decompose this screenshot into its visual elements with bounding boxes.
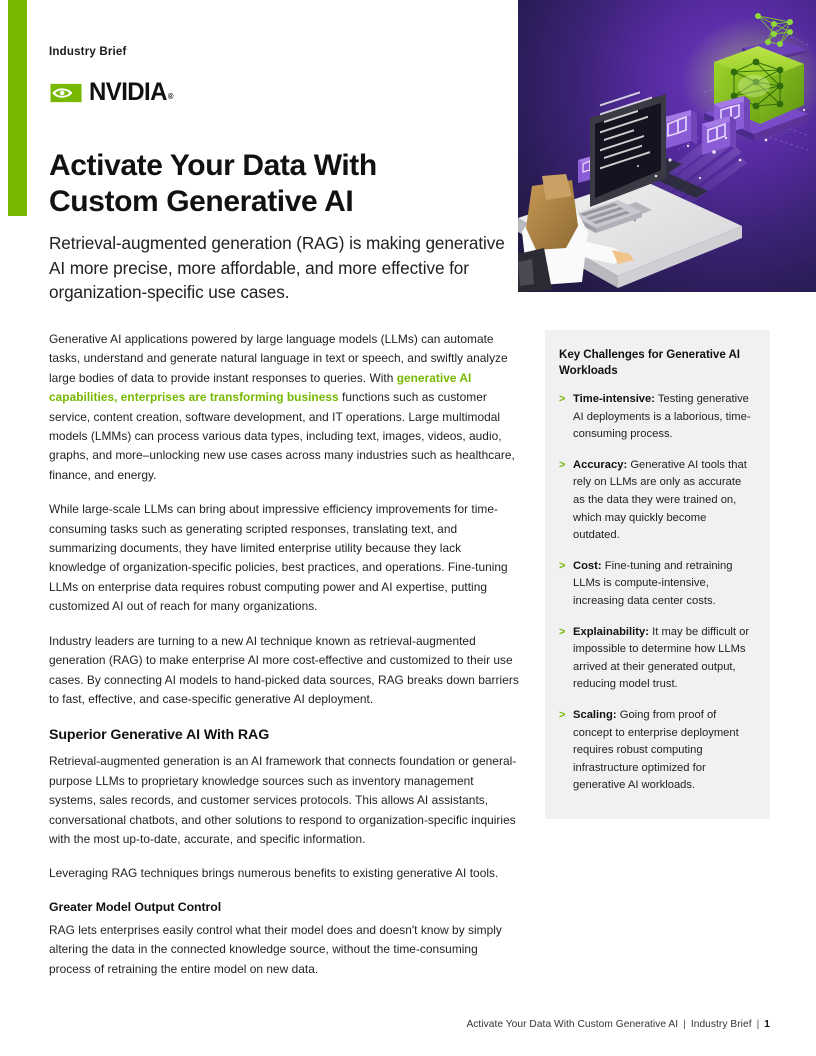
- challenge-body: Going from proof of concept to enterprise deployment requires robust computing infrastructure optimized for generative AI workloads.: [573, 708, 739, 792]
- paragraph-1-part-a: Generative AI applications powered by large language models (LLMs) can automate tasks, understand and generate natural language in text or speech, and swiftly analyze large bodies of data to provide instant responses to queries. With: [49, 332, 508, 385]
- challenge-item: [559, 457, 754, 545]
- paragraph-6: RAG lets enterprises easily control what their model does and doesn't know by simply altering the data in the connected knowledge source, without the time-consuming process of retraining the entire model on new data.: [49, 922, 502, 976]
- challenge-term: Scaling:: [573, 708, 617, 721]
- challenge-term: Time-intensive:: [573, 393, 656, 405]
- challenge-item: [559, 558, 754, 611]
- nvidia-wordmark: NVIDIA®: [89, 78, 173, 106]
- challenge-body: Fine-tuning and retraining LLMs is compute-intensive, increasing data center costs.: [573, 559, 733, 607]
- nvidia-eye-icon: [49, 81, 83, 105]
- challenge-text: [573, 391, 754, 444]
- challenge-text: [573, 624, 754, 694]
- paragraph-1: [49, 330, 521, 485]
- chevron-right-icon: >: [559, 625, 566, 638]
- footer-doc-title: Activate Your Data With Custom Generative AI: [466, 1019, 679, 1030]
- footer-separator: |: [683, 1019, 686, 1030]
- inline-highlight-link[interactable]: generative AI capabilities, enterprises are transforming business: [49, 370, 472, 405]
- challenge-term: Accuracy:: [573, 458, 628, 471]
- challenge-text: [573, 707, 754, 795]
- challenge-text: [573, 457, 754, 545]
- challenge-item: [559, 707, 754, 795]
- challenge-item: [559, 624, 754, 694]
- challenge-term: Cost:: [573, 559, 602, 572]
- footer-brief-label: Industry Brief: [690, 1019, 752, 1030]
- key-challenges-callout: [545, 330, 770, 819]
- nvidia-logo: [49, 80, 175, 105]
- challenge-body: Generative AI tools that rely on LLMs are only as accurate as the data they were trained on, which may quickly become outdated.: [573, 458, 747, 542]
- chevron-right-icon: >: [559, 708, 566, 721]
- hero-image: [518, 0, 816, 292]
- challenge-item: [559, 391, 754, 444]
- callout-title: Key Challenges for Generative AI Workloads: [559, 348, 740, 377]
- chevron-right-icon: >: [559, 393, 566, 405]
- page-title: Activate Your Data With Custom Generative AI: [49, 149, 377, 218]
- challenge-body: It may be difficult or impossible to determine how LLMs arrived at their generated output, reducing model trust.: [573, 625, 750, 691]
- paragraph-2: While large-scale LLMs can bring about impressive efficiency improvements for time-consuming tasks such as generating scripted responses, translating text, and summarizing documents, they have limited enterprise utility because they lack knowledge of organization-specific policies, best practices, and operations. Fine-tuning LLMs on enterprise data requires robust computing power and AI expertise, putting customized AI out of reach for many organizations.: [49, 502, 508, 614]
- challenge-text: [573, 558, 754, 611]
- paragraph-4: Retrieval-augmented generation is an AI framework that connects foundation or general-purpose LLMs to proprietary knowledge sources such as inventory management systems, sales records, and customer services protocols. This allows AI assistants, conversational chatbots, and other solutions to respond to organization-specific inquiries with the most up-to-date, accurate, and specific information.: [49, 754, 517, 846]
- page-footer: [0, 1019, 770, 1030]
- left-accent-bar: [8, 0, 27, 216]
- footer-page-number: 1: [764, 1019, 770, 1030]
- hero-illustration: [518, 0, 816, 292]
- paragraph-3: Industry leaders are turning to a new AI technique known as retrieval-augmented generation (RAG) to make enterprise AI more cost-effective and customized to their use cases. By connecting AI models to hand-picked data sources, RAG breaks down barriers to fast, effective, and case-specific generative AI deployment.: [49, 633, 519, 706]
- registered-trademark-icon: ®: [167, 92, 173, 101]
- section-heading-superior-rag: Superior Generative AI With RAG: [49, 727, 270, 744]
- paragraph-5: Leveraging RAG techniques brings numerous benefits to existing generative AI tools.: [49, 866, 499, 881]
- subsection-heading-output-control: Greater Model Output Control: [49, 899, 222, 914]
- kicker-label: Industry Brief: [49, 46, 127, 58]
- challenge-term: Explainability:: [573, 625, 649, 638]
- chevron-right-icon: >: [559, 559, 566, 572]
- challenge-body: Testing generative AI deployments is a laborious, time-consuming process.: [573, 393, 751, 441]
- footer-separator: |: [756, 1019, 760, 1030]
- main-body-column: [49, 330, 521, 979]
- paragraph-1-part-b: functions such as customer service, content creation, software development, and IT operations. Large multimodal models (LMMs) can process various data types, including text, images, videos, audio, graphs, and more–unlocking new use cases across many industries such as healthcare, finance, and energy.: [49, 390, 515, 482]
- chevron-right-icon: >: [559, 458, 566, 471]
- page-subtitle: Retrieval-augmented generation (RAG) is making generative AI more precise, more affordable, and more effective for organization-specific use cases.: [49, 233, 505, 302]
